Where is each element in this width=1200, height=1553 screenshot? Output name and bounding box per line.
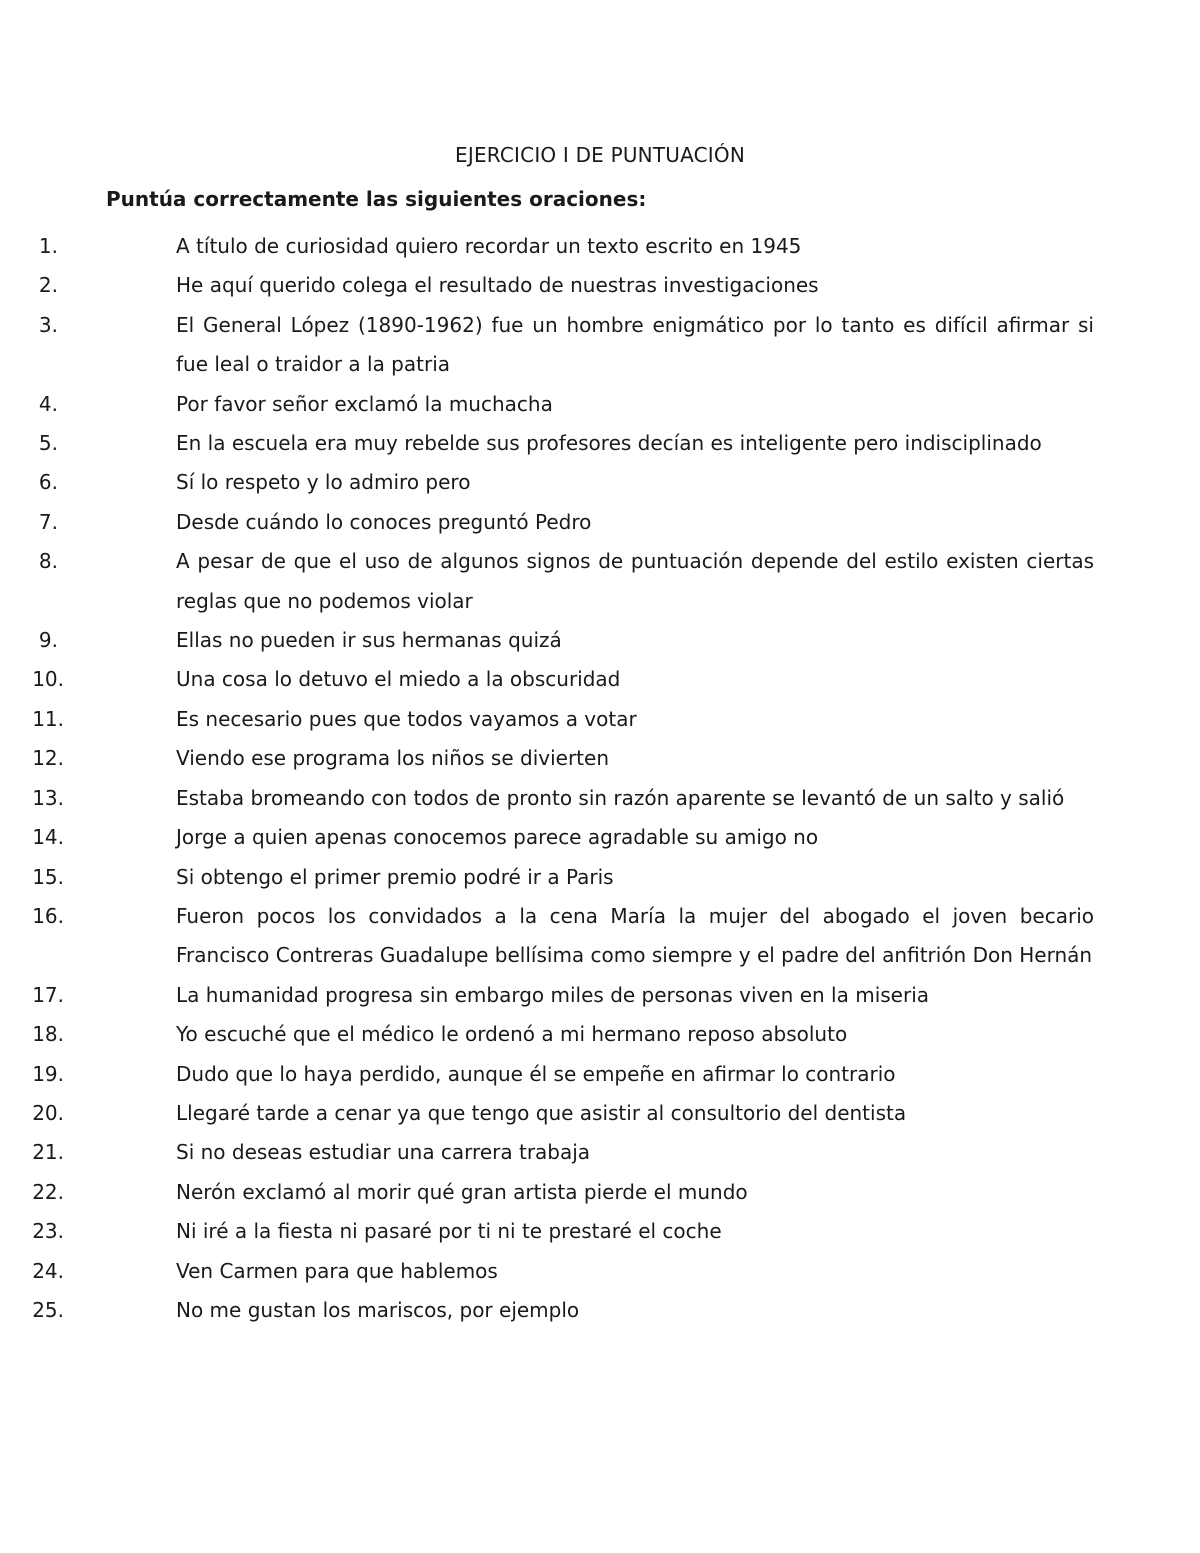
item-text: Ven Carmen para que hablemos	[176, 1258, 498, 1283]
item-text: Ni iré a la fiesta ni pasaré por ti ni te prestaré el coche	[176, 1219, 722, 1244]
item-number: 4.	[38, 391, 58, 416]
list-item	[0, 227, 1094, 266]
item-text: Viendo ese programa los niños se divierten	[176, 746, 610, 771]
item-number: 20.	[32, 1100, 64, 1125]
item-number: 13.	[32, 785, 64, 810]
item-number: 8.	[38, 549, 58, 574]
list-item	[0, 660, 1094, 699]
list-item	[0, 1212, 1094, 1251]
list-item	[0, 503, 1094, 542]
item-number: 22.	[32, 1179, 64, 1204]
item-text: Es necesario pues que todos vayamos a votar	[176, 706, 637, 731]
list-item	[0, 1094, 1094, 1133]
item-text: Estaba bromeando con todos de pronto sin razón aparente se levantó de un salto y salió	[176, 785, 1065, 810]
item-text: Llegaré tarde a cenar ya que tengo que asistir al consultorio del dentista	[176, 1100, 907, 1125]
item-text: El General López (1890-1962) fue un hombre enigmático por lo tanto es difícil afirmar si fue leal o traidor a la patria	[176, 312, 1094, 377]
item-text: Fueron pocos los convidados a la cena María la mujer del abogado el joven becario Francisco Contreras Guadalupe bellísima como siempre y el padre del anfitrión Don Hernán	[176, 903, 1094, 968]
item-number: 18.	[32, 1022, 64, 1047]
list-item	[0, 818, 1094, 857]
item-text: Dudo que lo haya perdido, aunque él se empeñe en afirmar lo contrario	[176, 1061, 896, 1086]
item-text: A pesar de que el uso de algunos signos de puntuación depende del estilo existen ciertas reglas que no podemos violar	[176, 549, 1094, 613]
item-number: 3.	[38, 312, 58, 337]
item-number: 16.	[32, 903, 64, 928]
list-item	[0, 463, 1094, 502]
list-item	[0, 779, 1094, 818]
list-item	[0, 385, 1094, 424]
item-text: Si no deseas estudiar una carrera trabaja	[176, 1140, 591, 1165]
item-text: Nerón exclamó al morir qué gran artista pierde el mundo	[176, 1179, 748, 1204]
item-text: A título de curiosidad quiero recordar un texto escrito en 1945	[176, 234, 802, 258]
list-item	[0, 621, 1094, 660]
item-text: No me gustan los mariscos, por ejemplo	[176, 1297, 580, 1322]
item-text: He aquí querido colega el resultado de nuestras investigaciones	[176, 273, 819, 298]
item-text: Si obtengo el primer premio podré ir a Paris	[176, 864, 614, 889]
item-text: Sí lo respeto y lo admiro pero	[176, 470, 471, 495]
item-text: Una cosa lo detuvo el miedo a la obscuridad	[176, 667, 621, 692]
exercise-list	[0, 227, 1200, 1330]
list-item	[0, 424, 1094, 463]
item-number: 14.	[32, 825, 64, 850]
list-item	[0, 1173, 1094, 1212]
item-text: Por favor señor exclamó la muchacha	[176, 391, 553, 416]
item-text: En la escuela era muy rebelde sus profesores decían es inteligente pero indisciplinado	[176, 431, 1042, 456]
list-item	[0, 1133, 1094, 1172]
item-number: 15.	[32, 864, 64, 889]
item-text: Desde cuándo lo conoces preguntó Pedro	[176, 509, 592, 534]
item-number: 10.	[32, 667, 64, 692]
list-item	[0, 700, 1094, 739]
item-text: La humanidad progresa sin embargo miles de personas viven en la miseria	[176, 982, 930, 1007]
item-number: 6.	[38, 470, 58, 495]
list-item	[0, 1015, 1094, 1054]
list-item	[0, 858, 1094, 897]
item-number: 21.	[32, 1140, 64, 1165]
item-number: 1.	[38, 234, 58, 258]
list-item	[0, 897, 1094, 976]
item-text: Yo escuché que el médico le ordenó a mi hermano reposo absoluto	[176, 1022, 848, 1047]
list-item	[0, 1055, 1094, 1094]
item-number: 9.	[38, 628, 58, 653]
item-number: 11.	[32, 706, 64, 731]
item-number: 12.	[32, 746, 64, 771]
item-number: 5.	[38, 431, 58, 456]
item-number: 25.	[32, 1297, 64, 1322]
list-item	[0, 542, 1094, 621]
page-title: EJERCICIO I DE PUNTUACIÓN	[455, 143, 745, 167]
item-number: 7.	[38, 509, 58, 534]
item-number: 23.	[32, 1219, 64, 1244]
instruction-heading: Puntúa correctamente las siguientes oraciones:	[106, 187, 647, 211]
item-number: 17.	[32, 982, 64, 1007]
list-item	[0, 976, 1094, 1015]
list-item	[0, 1291, 1094, 1330]
list-item	[0, 1252, 1094, 1291]
list-item	[0, 266, 1094, 305]
list-item	[0, 739, 1094, 778]
item-number: 24.	[32, 1258, 64, 1283]
item-number: 2.	[38, 273, 58, 298]
item-number: 19.	[32, 1061, 64, 1086]
item-text: Jorge a quien apenas conocemos parece agradable su amigo no	[176, 825, 819, 850]
list-item	[0, 306, 1094, 385]
item-text: Ellas no pueden ir sus hermanas quizá	[176, 628, 562, 653]
